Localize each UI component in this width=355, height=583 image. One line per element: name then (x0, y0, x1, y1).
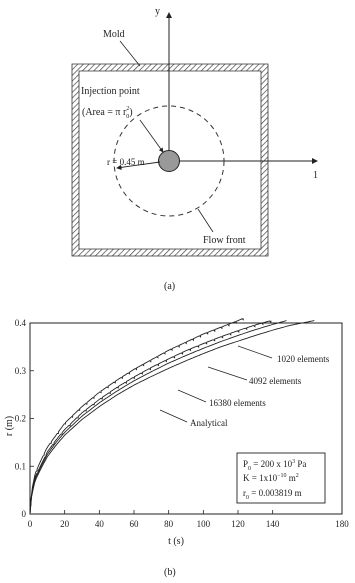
x-tick-label: 140 (265, 519, 280, 529)
x-tick-label: 180 (335, 519, 349, 529)
param-p0: $P_0 = 200$ x $10^3$ Pa (243, 459, 307, 472)
x-tick-label: 80 (164, 519, 174, 529)
series-leader-1 (208, 367, 247, 380)
y-tick-label: 0.4 (14, 318, 26, 328)
area-label: (Area = π $r_02$) (82, 106, 133, 120)
y-tick-label: 0 (21, 509, 26, 519)
series-line-1 (30, 321, 271, 514)
chart-b (4, 318, 349, 578)
injection-label: Injection point (81, 86, 140, 97)
x-tick-label: 20 (60, 519, 70, 529)
series-leader-3 (160, 410, 187, 422)
series-label-0: 1020 elements (277, 354, 330, 364)
param-r0: $r_0 = 0.003819$ m (243, 488, 302, 501)
injection-leader (140, 120, 163, 152)
x-tick-label: 60 (129, 519, 139, 529)
axis-y-label: y (155, 6, 160, 17)
parameter-box (237, 453, 325, 503)
panel-a-label: (a) (164, 281, 176, 292)
x-tick-label: 40 (94, 519, 104, 529)
diagram-a (72, 6, 318, 292)
series-leader-2 (178, 390, 206, 402)
radius-label: r = 0.45 m (107, 157, 145, 167)
y-tick-label: 0.3 (14, 365, 26, 376)
series-leader-0 (238, 346, 272, 358)
axis-x-label: 1 (313, 170, 318, 181)
y-tick-label: 0.2 (14, 413, 26, 424)
x-tick-label: 0 (27, 519, 33, 529)
series-label-2: 16380 elements (209, 398, 266, 408)
series-label-1: 4092 elements (249, 376, 302, 386)
y-axis-title: r (m) (4, 415, 15, 437)
series-label-3: Analytical (190, 418, 228, 428)
x-tick-label: 120 (231, 519, 245, 529)
series-line-0 (30, 318, 243, 514)
injection-point (159, 151, 180, 172)
x-tick-label: 100 (196, 519, 211, 529)
mold-label: Mold (103, 29, 125, 40)
flow-front-leader (198, 209, 213, 232)
flow-front-label: Flow front (203, 235, 246, 246)
mold-leader (120, 41, 140, 66)
y-tick-label: 0.1 (14, 461, 26, 472)
param-k: $K = 1x10^{-10}$ $m^2$ (243, 473, 299, 483)
x-axis-title: t (s) (168, 536, 184, 547)
panel-b-label: (b) (164, 567, 176, 578)
